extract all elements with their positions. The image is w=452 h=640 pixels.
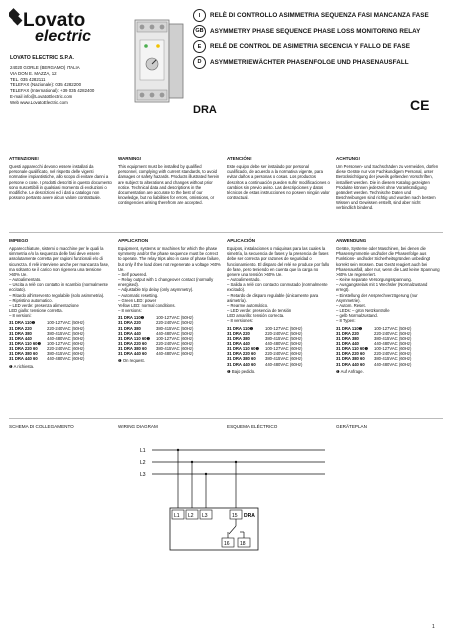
warning-text: Um Personen- und Sachschäden zu vermeiden, dürfen diese Geräte nur von Fachkundigem Personal, unter Berücksichtigung der jeweils geltenden Vorschriften, installiert werden. Die in diesem Katalog gezeigten Produkte können jederzeit ohne Vorankündigung geändert werden. Technische Daten und Beschreibungen sind richtig und wurden nach bestem Wissen und Gewissen erstellt, sind aber nicht verbindlich bindend.	[336, 164, 439, 211]
logo-text-bottom: electric	[35, 28, 92, 44]
lang-badge-gb: GB	[193, 25, 206, 38]
warning-title: ACHTUNG!	[336, 156, 360, 161]
version-model: 31 DRA 440	[336, 340, 359, 346]
version-model: 31 DRA 110 60❶	[118, 335, 151, 341]
terminal-18: 18	[240, 541, 246, 547]
version-model: 31 DRA 380	[9, 330, 32, 336]
version-voltage: 380-415VAC (60Hz)	[265, 356, 303, 362]
title-de: ASYMMETRIEWÄCHTER PHASENFOLGE UND PHASENAUSFALL	[210, 58, 409, 66]
warning-text: Este equipo debe ser instalado por personal cualificado, de acuerdo a la normativa vigente, para evitar daños a personas o cosas. Los productos descritos a continuación pueden sufrir modificaciones o cambios sin previo aviso. Las descripciones y datos técnicos de estas instrucciones no poseen ningún valor contractual.	[227, 164, 330, 201]
version-model: 31 DRA 220	[118, 320, 141, 326]
terminal-16: 16	[224, 541, 230, 547]
version-voltage: 380-415VAC (50Hz)	[265, 335, 303, 341]
version-voltage: 220-240VAC (60Hz)	[374, 351, 412, 357]
version-voltage: 100-127VAC (50Hz)	[156, 315, 194, 321]
application-title: ANWENDUNG	[336, 238, 367, 243]
version-model: 31 DRA 110❶	[118, 315, 145, 321]
warning-es	[227, 156, 331, 200]
version-model: 31 DRA 220	[336, 330, 359, 336]
version-model: 31 DRA 110 60❶	[336, 346, 369, 352]
version-model: 31 DRA 440	[9, 335, 32, 341]
address-line: 24020 GORLE (BERGAMO) ITALIA	[10, 65, 80, 70]
version-voltage: 220-240VAC (50Hz)	[156, 320, 194, 326]
version-model: 31 DRA 220 60	[118, 340, 147, 346]
relay-product-image	[125, 10, 189, 110]
terminal-l1: L1	[174, 513, 180, 519]
version-model: 31 DRA 110 60❶	[9, 340, 42, 346]
warning-it	[9, 156, 113, 200]
version-row	[118, 351, 222, 356]
version-model: 31 DRA 220 60	[9, 346, 38, 352]
warning-title: WARNING!	[118, 156, 142, 161]
version-row	[227, 362, 331, 367]
warning-text: Questi apparecchi devono essere installati da personale qualificato, nel rispetto delle vigenti normative impiantistiche, allo scopo di evitare danni a persone o cose. I prodotti descritti in questo documento sono suscettibili in qualsiasi momento di evoluzioni o modifiche. Le descrizioni ed i dati a catalogo non possono pertanto avere alcun valore contrattuale.	[9, 164, 112, 201]
version-voltage: 440-480VAC (60Hz)	[374, 361, 412, 367]
diagram-title-de: GERÄTEPLAN	[336, 424, 367, 429]
version-voltage: 100-127VAC (50Hz)	[374, 325, 412, 331]
title-row-gb	[193, 26, 448, 38]
version-model: 31 DRA 380 60	[9, 351, 38, 357]
address-line: TELEFAX (International): +39 035 4282400	[10, 88, 95, 94]
version-model: 31 DRA 440 60	[118, 351, 147, 357]
version-voltage: 380-415VAC (60Hz)	[374, 356, 412, 362]
version-voltage: 100-127VAC (60Hz)	[265, 346, 303, 352]
application-es	[227, 238, 331, 374]
version-voltage: 220-240VAC (50Hz)	[47, 325, 85, 331]
application-text: Geräte, Systeme oder Maschinen, bei denen die Phasensymmetrie und/oder die Phasenfolge aus Funktions- und/oder Sicherheitsgründen unbedingt korrekt sein müssen. Das Gerät reagiert auch bei Phasenausfall, aber nur, wenn die Last keine Spannung >60% Ue regeneriert. – Keine separate Versorgungsspannung. – Ausgangsrelais mit 1 Wechsler (Normalzustand erregt). – Einstellung der Ansprechverzögerung (nur Asymmetrie). – Autom. Reset. – LEDs: – grün Netzkontrolle – gelb Normalzustand. – 8 Typen:	[336, 246, 440, 324]
line-label-l2: L2	[140, 460, 146, 466]
version-list	[118, 315, 222, 356]
version-voltage: 440-480VAC (60Hz)	[156, 351, 194, 357]
address-line: TELEFAX (Nazionale): 035 4282200	[10, 82, 82, 88]
company-name: LOVATO ELECTRIC S.P.A.	[10, 55, 74, 61]
version-voltage: 220-240VAC (50Hz)	[374, 330, 412, 336]
version-voltage: 220-240VAC (50Hz)	[265, 330, 303, 336]
version-row	[336, 362, 440, 367]
version-model: 31 DRA 380 60	[118, 346, 147, 352]
company-info	[10, 55, 120, 106]
warning-de	[336, 156, 440, 211]
version-voltage: 440-480VAC (60Hz)	[265, 361, 303, 367]
warning-title: ATTENZIONE!	[9, 156, 39, 161]
version-model: 31 DRA 110❶	[336, 325, 363, 331]
version-voltage: 440-480VAC (50Hz)	[156, 330, 194, 336]
version-model: 31 DRA 220 60	[227, 351, 256, 357]
lang-badge-de: D	[193, 56, 206, 69]
version-voltage: 100-127VAC (60Hz)	[47, 340, 85, 346]
terminal-15: 15	[232, 513, 238, 519]
version-voltage: 440-480VAC (60Hz)	[47, 356, 85, 362]
version-model: 31 DRA 380	[336, 335, 359, 341]
title-row-de	[193, 57, 448, 69]
lang-badge-es: E	[193, 40, 206, 53]
version-model: 31 DRA 440	[227, 340, 250, 346]
title-row-es	[193, 41, 448, 53]
application-text: Equipos, instalaciones o máquinas para las cuales la simetría, la secuencia de fases y la presencia de fases debe ser correcta por razones de seguridad o funcionamiento. El disparo del relé se produce por fallo de fase, pero teniendo en cuenta que la carga no genere una tensión >60% Ue. – Autoalimentado. – Salida a relé con contacto conmutado (normalmente excitado). – Retardo de disparo regulable (únicamente para asimetría). – Rearme automático. – LED verde: presencia de tensión LED amarillo: tensión correcta. – 8 versiones:	[227, 246, 330, 324]
title-it: RELÈ DI CONTROLLO ASIMMETRIA SEQUENZA FASI MANCANZA FASE	[210, 12, 429, 20]
version-model: 31 DRA 380 60	[227, 356, 256, 362]
terminal-l3: L3	[202, 513, 208, 519]
version-list	[227, 326, 331, 367]
version-list	[336, 326, 440, 367]
version-voltage: 220-240VAC (60Hz)	[156, 340, 194, 346]
version-voltage: 380-415VAC (50Hz)	[374, 335, 412, 341]
version-model: 31 DRA 440	[118, 330, 141, 336]
web-line: Web www.LovatoElectric.com	[10, 99, 68, 105]
application-text: Apparecchiature, sistemi o macchine per le quali la simmetria e/o la sequenza delle fasi deve essere assolutamente corretta per ragioni funzionali e/o di sicurezza. Il relè interviene anche per mancanza fase, ma soltanto se il carico non rigenera una tensione >60% Ue. – Autoalimentato. – Uscita a relè con contatto in scambio (normalmente eccitato). – Ritardo all'intervento regolabile (solo asimmetria). – Ripristino automatico. – LED verde: presenza alimentazione LED giallo: tensione corretta. – 8 versioni:	[9, 246, 110, 319]
version-voltage: 380-415VAC (60Hz)	[156, 346, 194, 352]
version-voltage: 440-480VAC (50Hz)	[47, 335, 85, 341]
warning-gb	[118, 156, 222, 205]
footnote: ❶ Bajo pedido.	[227, 368, 256, 374]
application-de	[336, 238, 440, 374]
version-voltage: 440-480VAC (50Hz)	[374, 340, 412, 346]
version-model: 31 DRA 440 60	[9, 356, 38, 362]
title-es: RELÉ DE CONTROL DE ASIMETRIA SECENCIA Y FALLO DE FASE	[210, 43, 410, 51]
ce-mark: CE	[410, 97, 430, 113]
application-title: IMPIEGO	[9, 238, 29, 243]
version-voltage: 100-127VAC (60Hz)	[374, 346, 412, 352]
version-model: 31 DRA 110❶	[9, 320, 36, 326]
diagram-title-gb: WIRING DIAGRAM	[118, 424, 158, 429]
lovato-logo	[9, 8, 101, 44]
version-model: 31 DRA 220	[9, 325, 32, 331]
page-number: 1	[432, 624, 435, 630]
email-line: E-mail info@LovatoElectric.com	[10, 93, 73, 99]
version-row	[9, 356, 113, 361]
line-label-l1: L1	[140, 448, 146, 454]
diagram-title-es: ESQUEMA ELÉCTRICO	[227, 424, 278, 429]
diagram-title-it: SCHEMA DI COLLEGAMENTO	[9, 424, 74, 429]
application-title: APLICACIÓN	[227, 238, 255, 243]
application-it	[9, 238, 113, 369]
divider	[9, 232, 443, 233]
version-model: 31 DRA 440 60	[336, 361, 365, 367]
address-line: VIA DON E. MAZZA, 12	[10, 70, 57, 76]
lang-badge-it: I	[193, 9, 206, 22]
title-gb: ASYMMETRY PHASE SEQUENCE PHASE LOSS MONITORING RELAY	[210, 27, 421, 35]
version-model: 31 DRA 110 60❶	[227, 346, 260, 352]
version-voltage: 380-415VAC (50Hz)	[47, 330, 85, 336]
version-model: 31 DRA 220 60	[336, 351, 365, 357]
version-model: 31 DRA 380	[118, 325, 141, 331]
version-voltage: 220-240VAC (60Hz)	[265, 351, 303, 357]
version-voltage: 100-127VAC (50Hz)	[47, 320, 85, 326]
application-title: APPLICATION	[118, 238, 149, 243]
footnote: ❶ On request.	[118, 358, 145, 364]
version-model: 31 DRA 440 60	[227, 361, 256, 367]
footnote: ❶ Auf Anfrage.	[336, 368, 364, 374]
document-code	[2, 88, 10, 148]
application-gb	[118, 238, 222, 364]
application-text: Equipment, systems or machines for which the phase symmetry and/or the phase sequence must be correct to operate. The relay trips also in case of phase failure, but only if the load does not regenerate a voltage >60% Ue. – Self powered. – Relay output with 1 changeover contact (normally energised). – Adjustable trip delay (only asymmetry). – Automatic resetting. – Green LED: power Yellow LED: normal conditions. – 8 versions:	[118, 246, 221, 314]
version-voltage: 220-240VAC (60Hz)	[47, 346, 85, 352]
device-label: DRA	[244, 513, 255, 519]
version-list	[9, 320, 113, 361]
footnote: ❶ A richiesta.	[9, 363, 35, 369]
version-model: 31 DRA 220	[227, 330, 250, 336]
line-label-l3: L3	[140, 472, 146, 478]
address-line: TEL. 035 4282111	[10, 76, 46, 82]
version-model: 31 DRA 380 60	[336, 356, 365, 362]
version-model: 31 DRA 380	[227, 335, 250, 341]
version-voltage: 380-415VAC (50Hz)	[156, 325, 194, 331]
wiring-diagram	[140, 440, 330, 572]
version-voltage: 380-415VAC (60Hz)	[47, 351, 85, 357]
warning-title: ATENCIÓN!	[227, 156, 252, 161]
version-voltage: 440-480VAC (50Hz)	[265, 340, 303, 346]
divider	[9, 418, 443, 419]
logo-text-top: Lovato	[23, 10, 86, 31]
version-model: 31 DRA 110❶	[227, 325, 254, 331]
title-row-it	[193, 10, 448, 22]
version-voltage: 100-127VAC (50Hz)	[265, 325, 303, 331]
warning-text: This equipment must be installed by qualified personnel, complying with current standards, to avoid damages or safety hazards. Products illustrated herein are subject to alterations and changes without prior notice. Technical data and descriptions in the documentation are accurate to the best of our knowledge, but no liabilities for errors, omissions, or contingencies arising therefrom are accepted.	[118, 164, 220, 206]
title-block	[193, 10, 448, 72]
version-voltage: 100-127VAC (60Hz)	[156, 335, 194, 341]
terminal-l2: L2	[188, 513, 194, 519]
model-name: DRA	[193, 104, 217, 116]
